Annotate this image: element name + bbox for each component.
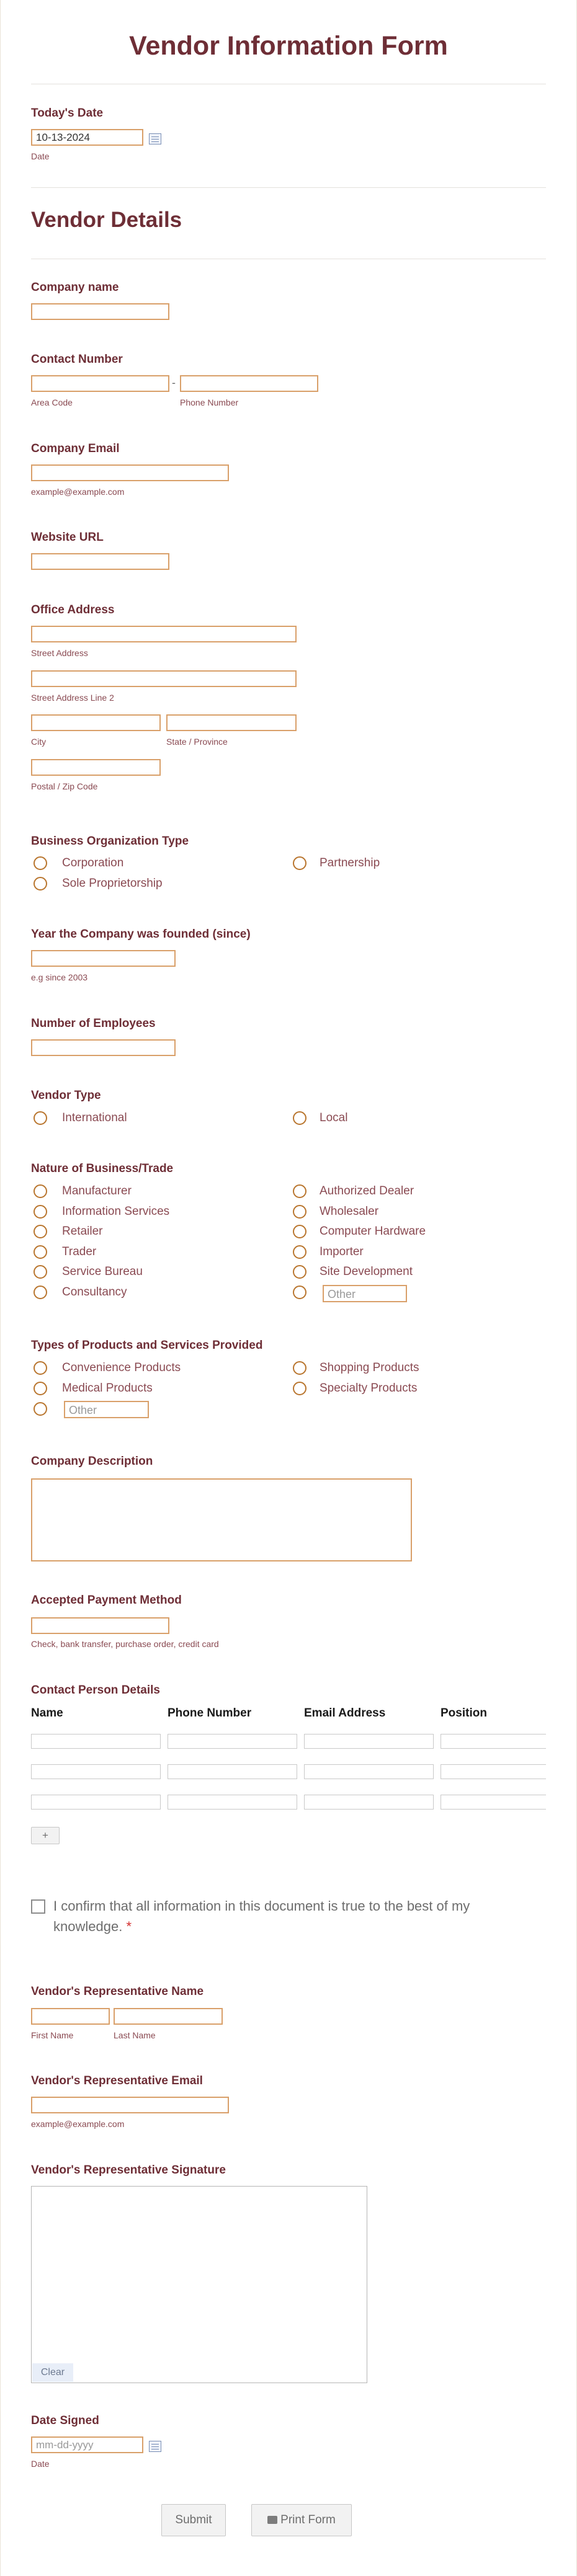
- todays-date-input[interactable]: 10-13-2024: [31, 129, 143, 146]
- payment-sublabel: Check, bank transfer, purchase order, credit card: [31, 1639, 219, 1649]
- todays-date-label: Today's Date: [31, 107, 104, 120]
- rep-first-name-input[interactable]: [31, 2008, 110, 2025]
- option-importer: Importer: [320, 1245, 364, 1258]
- radio-trader[interactable]: [34, 1245, 47, 1259]
- rep-name-label: Vendor's Representative Name: [31, 1985, 204, 1998]
- employees-input[interactable]: [31, 1039, 176, 1056]
- description-textarea[interactable]: [31, 1478, 412, 1561]
- state-input[interactable]: [166, 714, 297, 731]
- radio-service-bureau[interactable]: [34, 1265, 47, 1279]
- rep-last-name-input[interactable]: [114, 2008, 223, 2025]
- contact-row1-phone[interactable]: [168, 1734, 297, 1749]
- option-international: International: [62, 1111, 127, 1124]
- radio-authorized-dealer[interactable]: [293, 1184, 306, 1198]
- radio-site-development[interactable]: [293, 1265, 306, 1279]
- date-signed-input[interactable]: mm-dd-yyyy: [31, 2436, 143, 2453]
- payment-label: Accepted Payment Method: [31, 1594, 182, 1607]
- radio-local[interactable]: [293, 1111, 306, 1125]
- radio-partnership[interactable]: [293, 856, 306, 870]
- company-email-input[interactable]: [31, 464, 229, 481]
- nature-label: Nature of Business/Trade: [31, 1162, 174, 1175]
- business-org-label: Business Organization Type: [31, 835, 189, 848]
- state-sublabel: State / Province: [166, 737, 228, 747]
- radio-convenience-products[interactable]: [34, 1361, 47, 1375]
- option-retailer: Retailer: [62, 1225, 103, 1238]
- submit-button[interactable]: Submit: [161, 2504, 226, 2536]
- contact-row2-name[interactable]: [31, 1764, 161, 1779]
- printer-icon: [267, 2516, 277, 2524]
- contact-row1-email[interactable]: [304, 1734, 434, 1749]
- column-header-position: Position: [441, 1707, 487, 1720]
- company-name-input[interactable]: [31, 303, 169, 320]
- phone-number-sublabel: Phone Number: [180, 398, 239, 407]
- option-authorized-dealer: Authorized Dealer: [320, 1184, 414, 1197]
- column-header-name: Name: [31, 1707, 63, 1720]
- radio-nature-other[interactable]: [293, 1286, 306, 1299]
- calendar-icon[interactable]: [149, 133, 161, 144]
- city-input[interactable]: [31, 714, 161, 731]
- signature-pad[interactable]: [31, 2186, 367, 2383]
- confirm-checkbox[interactable]: [31, 1899, 45, 1914]
- contact-row2-phone[interactable]: [168, 1764, 297, 1779]
- contact-row1-position[interactable]: [441, 1734, 546, 1749]
- option-specialty-products: Specialty Products: [320, 1382, 418, 1395]
- option-site-development: Site Development: [320, 1265, 413, 1278]
- signature-label: Vendor's Representative Signature: [31, 2164, 226, 2177]
- phone-number-input[interactable]: [180, 375, 318, 392]
- first-name-sublabel: First Name: [31, 2030, 74, 2040]
- radio-wholesaler[interactable]: [293, 1205, 306, 1219]
- option-sole-proprietorship: Sole Proprietorship: [62, 877, 163, 890]
- contact-number-label: Contact Number: [31, 353, 123, 366]
- column-header-email: Email Address: [304, 1707, 386, 1720]
- confirm-text-wrap: [53, 1896, 506, 1937]
- radio-shopping-products[interactable]: [293, 1361, 306, 1375]
- street-sublabel: Street Address: [31, 648, 88, 658]
- contact-row3-phone[interactable]: [168, 1795, 297, 1810]
- contact-row3-name[interactable]: [31, 1795, 161, 1810]
- radio-retailer[interactable]: [34, 1225, 47, 1238]
- option-computer-hardware: Computer Hardware: [320, 1225, 426, 1238]
- website-input[interactable]: [31, 553, 169, 570]
- radio-manufacturer[interactable]: [34, 1184, 47, 1198]
- option-wholesaler: Wholesaler: [320, 1205, 379, 1218]
- website-label: Website URL: [31, 531, 104, 544]
- date-signed-sublabel: Date: [31, 2459, 50, 2469]
- radio-specialty-products[interactable]: [293, 1382, 306, 1395]
- print-button[interactable]: [251, 2504, 352, 2536]
- option-convenience-products: Convenience Products: [62, 1361, 181, 1374]
- form-title: Vendor Information Form: [129, 31, 448, 61]
- area-code-input[interactable]: [31, 375, 169, 392]
- last-name-sublabel: Last Name: [114, 2030, 156, 2040]
- option-manufacturer: Manufacturer: [62, 1184, 132, 1197]
- office-address-label: Office Address: [31, 603, 115, 616]
- year-founded-label: Year the Company was founded (since): [31, 928, 251, 941]
- phone-separator: -: [172, 376, 176, 389]
- calendar-icon[interactable]: [149, 2441, 161, 2452]
- required-marker: *: [126, 1919, 132, 1934]
- option-shopping-products: Shopping Products: [320, 1361, 419, 1374]
- rep-email-input[interactable]: [31, 2097, 229, 2113]
- print-button-label: Print Form: [280, 2513, 336, 2526]
- employees-label: Number of Employees: [31, 1017, 156, 1030]
- option-service-bureau: Service Bureau: [62, 1265, 143, 1278]
- contact-row2-position[interactable]: [441, 1764, 546, 1779]
- radio-information-services[interactable]: [34, 1205, 47, 1219]
- option-trader: Trader: [62, 1245, 97, 1258]
- rep-email-sublabel: example@example.com: [31, 2119, 125, 2129]
- confirm-text: I confirm that all information in this document is true to the best of my knowledge.: [53, 1898, 470, 1934]
- street-input[interactable]: [31, 626, 297, 642]
- street2-sublabel: Street Address Line 2: [31, 693, 114, 703]
- contact-row3-position[interactable]: [441, 1795, 546, 1810]
- radio-international[interactable]: [34, 1111, 47, 1125]
- add-row-button[interactable]: +: [31, 1827, 60, 1844]
- payment-input[interactable]: [31, 1617, 169, 1634]
- nature-other-input[interactable]: Other: [323, 1285, 407, 1302]
- products-other-input[interactable]: Other: [64, 1401, 149, 1418]
- city-sublabel: City: [31, 737, 47, 747]
- section-title: Vendor Details: [31, 208, 182, 232]
- option-corporation: Corporation: [62, 856, 124, 869]
- radio-products-other[interactable]: [34, 1402, 47, 1416]
- option-partnership: Partnership: [320, 856, 380, 869]
- company-email-sublabel: example@example.com: [31, 487, 125, 497]
- company-email-label: Company Email: [31, 442, 120, 455]
- contact-row1-name[interactable]: [31, 1734, 161, 1749]
- street2-input[interactable]: [31, 670, 297, 687]
- radio-sole-proprietorship[interactable]: [34, 877, 47, 890]
- option-information-services: Information Services: [62, 1205, 170, 1218]
- year-founded-sublabel: e.g since 2003: [31, 972, 88, 982]
- products-label: Types of Products and Services Provided: [31, 1339, 263, 1352]
- postal-sublabel: Postal / Zip Code: [31, 781, 98, 791]
- contact-row2-email[interactable]: [304, 1764, 434, 1779]
- date-signed-label: Date Signed: [31, 2414, 99, 2427]
- radio-corporation[interactable]: [34, 856, 47, 870]
- radio-importer[interactable]: [293, 1245, 306, 1259]
- contact-person-label: Contact Person Details: [31, 1684, 160, 1697]
- divider: [31, 187, 546, 188]
- radio-consultancy[interactable]: [34, 1286, 47, 1299]
- option-consultancy: Consultancy: [62, 1286, 127, 1299]
- option-medical-products: Medical Products: [62, 1382, 153, 1395]
- todays-date-sublabel: Date: [31, 151, 50, 161]
- column-header-phone: Phone Number: [168, 1707, 252, 1720]
- rep-email-label: Vendor's Representative Email: [31, 2074, 203, 2087]
- postal-input[interactable]: [31, 759, 161, 776]
- radio-medical-products[interactable]: [34, 1382, 47, 1395]
- contact-row3-email[interactable]: [304, 1795, 434, 1810]
- radio-computer-hardware[interactable]: [293, 1225, 306, 1238]
- description-label: Company Description: [31, 1455, 153, 1468]
- vendor-type-label: Vendor Type: [31, 1089, 101, 1102]
- option-local: Local: [320, 1111, 348, 1124]
- area-code-sublabel: Area Code: [31, 398, 73, 407]
- company-name-label: Company name: [31, 281, 119, 294]
- signature-clear-button[interactable]: Clear: [32, 2363, 73, 2382]
- year-founded-input[interactable]: [31, 950, 176, 967]
